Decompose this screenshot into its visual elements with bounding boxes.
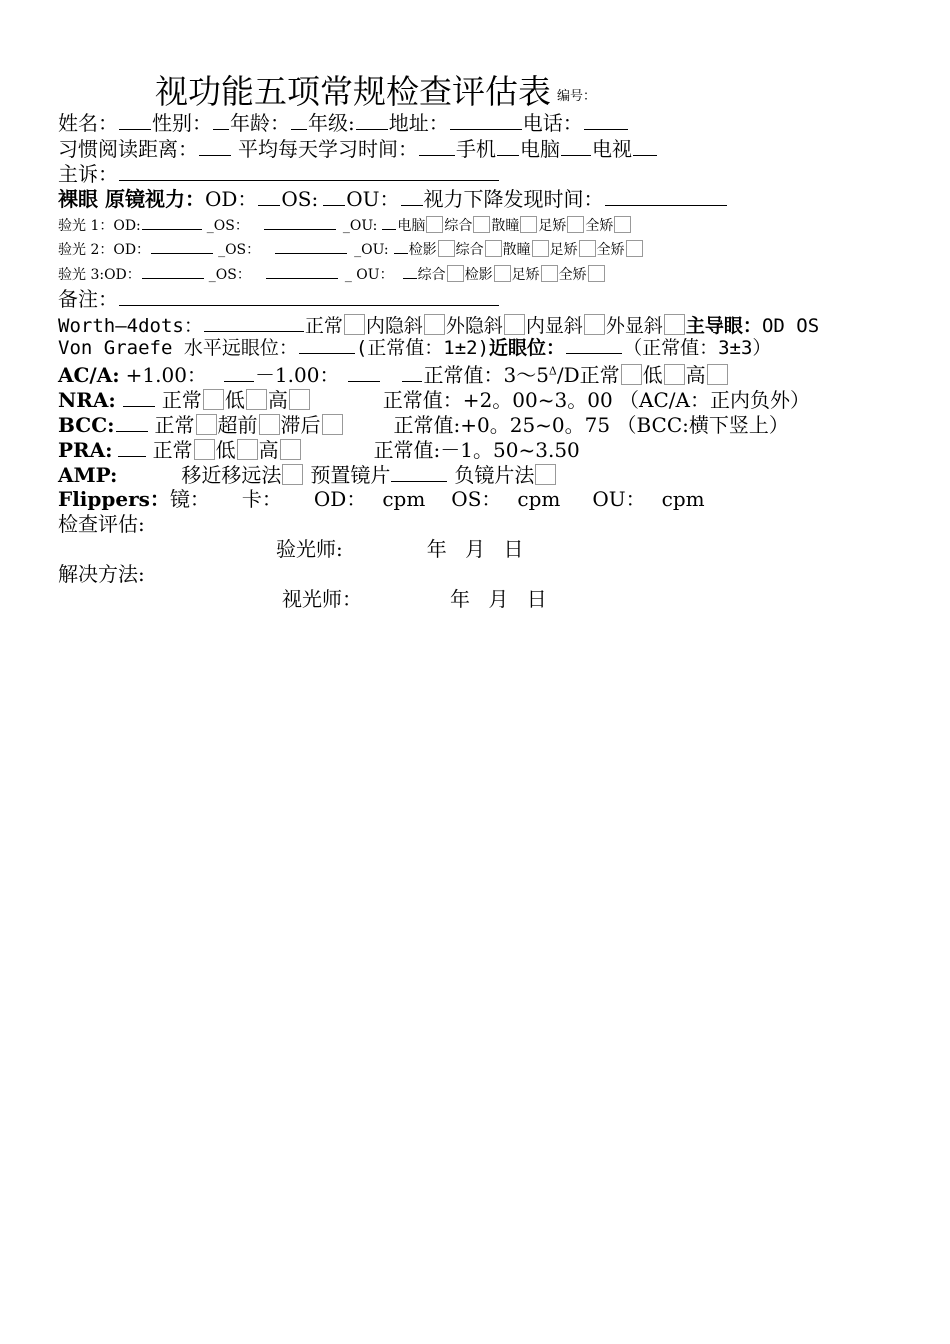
checkbox[interactable] bbox=[473, 216, 490, 233]
gender-label: 性别： bbox=[152, 111, 212, 135]
nra-row bbox=[58, 389, 810, 410]
checkbox[interactable] bbox=[535, 464, 556, 485]
phone-field[interactable] bbox=[584, 128, 628, 130]
option-label: 内显斜 bbox=[525, 315, 583, 337]
pra-row bbox=[58, 439, 580, 460]
checkbox[interactable] bbox=[567, 216, 584, 233]
evaluation-label: 检查评估: bbox=[58, 512, 145, 536]
refraction-1-ou-field[interactable] bbox=[382, 228, 396, 230]
checkbox[interactable] bbox=[707, 364, 728, 385]
dominant-eye-label: 主导眼： bbox=[685, 315, 762, 337]
gender-field[interactable] bbox=[213, 128, 229, 130]
refraction-3-os-field[interactable] bbox=[266, 277, 338, 279]
notes-label: 备注： bbox=[58, 287, 118, 311]
refraction-2-row bbox=[58, 240, 644, 257]
flippers-os-label: OS： bbox=[451, 487, 502, 511]
flippers-lens-label: 镜： bbox=[169, 487, 210, 511]
reading-distance-field[interactable] bbox=[199, 154, 231, 156]
mobile-label: 手机 bbox=[456, 137, 496, 161]
notes-field[interactable] bbox=[119, 304, 499, 306]
checkbox[interactable] bbox=[664, 314, 685, 335]
worth-row bbox=[58, 314, 819, 336]
od-label: OD： bbox=[204, 187, 258, 211]
refraction-2-label: 验光 2：OD： bbox=[58, 242, 151, 258]
tv-field[interactable] bbox=[633, 154, 657, 156]
grade-field[interactable] bbox=[356, 128, 388, 130]
pra-normal-text: 正常值:－1。50~3.50 bbox=[373, 438, 580, 462]
flippers-card-label: 卡： bbox=[241, 487, 282, 511]
pra-field[interactable] bbox=[118, 455, 146, 457]
checkbox[interactable] bbox=[664, 364, 685, 385]
refraction-1-row bbox=[58, 216, 632, 233]
option-label: 高 bbox=[267, 388, 288, 412]
checkbox[interactable] bbox=[344, 314, 365, 335]
checkbox[interactable] bbox=[541, 265, 558, 282]
aca-minus-field[interactable] bbox=[348, 380, 380, 382]
option-label: 高 bbox=[258, 438, 279, 462]
checkbox[interactable] bbox=[532, 240, 549, 257]
option-label: 内隐斜 bbox=[365, 315, 423, 337]
option-label: 综合 bbox=[455, 242, 484, 258]
checkbox[interactable] bbox=[424, 314, 445, 335]
refraction-2-ou-field[interactable] bbox=[394, 252, 408, 254]
option-label: 全矫 bbox=[596, 242, 625, 258]
option-label: 外显斜 bbox=[605, 315, 663, 337]
aca-plus-field[interactable] bbox=[224, 380, 254, 382]
refraction-2-od-field[interactable] bbox=[151, 252, 213, 254]
computer-field[interactable] bbox=[561, 154, 591, 156]
checkbox[interactable] bbox=[237, 439, 258, 460]
option-label: 电脑 bbox=[397, 218, 426, 234]
amp-method-3: 负镜片法 bbox=[454, 463, 535, 487]
option-label: 正常 bbox=[304, 315, 343, 337]
age-field[interactable] bbox=[291, 128, 307, 130]
optometrist-label: 验光师: bbox=[276, 537, 343, 561]
flippers-unit: cpm bbox=[517, 487, 561, 511]
solution-date: 年 月 日 bbox=[450, 587, 547, 611]
dominant-eye-value: OD OS bbox=[761, 315, 820, 337]
complaint-row bbox=[58, 164, 500, 184]
option-label: 低 bbox=[215, 438, 236, 462]
flippers-unit: cpm bbox=[382, 487, 426, 511]
refraction-3-os-label: _OS： bbox=[208, 267, 251, 283]
option-label: 检影 bbox=[408, 242, 437, 258]
checkbox[interactable] bbox=[426, 216, 443, 233]
checkbox[interactable] bbox=[438, 240, 455, 257]
bcc-row bbox=[58, 414, 789, 435]
checkbox[interactable] bbox=[203, 389, 224, 410]
amp-label: AMP: bbox=[58, 463, 118, 487]
grade-label: 年级: bbox=[308, 111, 355, 135]
option-label: 正常 bbox=[154, 413, 195, 437]
amp-row bbox=[58, 464, 557, 485]
checkbox[interactable] bbox=[196, 414, 217, 435]
checkbox[interactable] bbox=[282, 464, 303, 485]
vongraefe-far-field[interactable] bbox=[299, 352, 355, 354]
checkbox[interactable] bbox=[280, 439, 301, 460]
checkbox[interactable] bbox=[584, 314, 605, 335]
name-field[interactable] bbox=[119, 128, 151, 130]
worth-label: Worth—4dots： bbox=[58, 315, 203, 337]
flippers-ou-label: OU： bbox=[592, 487, 646, 511]
aca-result-field[interactable] bbox=[402, 380, 422, 382]
checkbox[interactable] bbox=[626, 240, 643, 257]
amp-method-2: 预置镜片 bbox=[310, 463, 391, 487]
flippers-od-label: OD： bbox=[313, 487, 367, 511]
aca-label: AC/A: bbox=[58, 363, 120, 387]
refraction-3-od-field[interactable] bbox=[142, 277, 204, 279]
checkbox[interactable] bbox=[621, 364, 642, 385]
aca-row bbox=[58, 364, 729, 385]
option-label: 低 bbox=[224, 388, 245, 412]
aca-minus-label: －1.00： bbox=[254, 363, 340, 387]
notes-row bbox=[58, 289, 500, 309]
option-label: 正常 bbox=[579, 363, 620, 387]
bcc-field[interactable] bbox=[116, 430, 148, 432]
option-label: 综合 bbox=[444, 218, 473, 234]
checkbox[interactable] bbox=[194, 439, 215, 460]
option-label: 足矫 bbox=[511, 267, 540, 283]
refraction-2-ou-label: _OU: bbox=[354, 242, 389, 258]
vongraefe-near-field[interactable] bbox=[566, 352, 622, 354]
refraction-2-os-field[interactable] bbox=[275, 252, 347, 254]
option-label: 外隐斜 bbox=[445, 315, 503, 337]
nra-label: NRA: bbox=[58, 388, 116, 412]
age-label: 年龄： bbox=[230, 111, 290, 135]
option-label: 超前 bbox=[217, 413, 258, 437]
refraction-2-os-label: _OS： bbox=[218, 242, 261, 258]
vongraefe-near-normal: （正常值：3±3） bbox=[623, 337, 772, 359]
decline-time-label: 视力下降发现时间： bbox=[423, 187, 604, 211]
solution-signature-row bbox=[282, 589, 547, 609]
solution-label: 解决方法: bbox=[58, 562, 145, 586]
os-label: OS: bbox=[281, 187, 319, 211]
complaint-field[interactable] bbox=[119, 179, 499, 181]
mobile-field[interactable] bbox=[497, 154, 519, 156]
tv-label: 电视 bbox=[592, 137, 632, 161]
reading-distance-label: 习惯阅读距离： bbox=[58, 137, 198, 161]
form-title-text: 视功能五项常规检查评估表 bbox=[155, 72, 551, 111]
checkbox[interactable] bbox=[520, 216, 537, 233]
address-label: 地址： bbox=[388, 111, 449, 135]
phone-label: 电话： bbox=[522, 111, 583, 135]
checkbox[interactable] bbox=[322, 414, 343, 435]
option-label: 足矫 bbox=[538, 218, 567, 234]
evaluation-signature-row bbox=[276, 539, 523, 559]
form-title bbox=[155, 66, 596, 113]
option-label: 高 bbox=[685, 363, 706, 387]
od-field[interactable] bbox=[258, 204, 280, 206]
option-label: 足矫 bbox=[549, 242, 578, 258]
optician-label: 视光师： bbox=[282, 587, 362, 611]
aca-plus-label: +1.00： bbox=[125, 363, 207, 387]
option-label: 正常 bbox=[161, 388, 202, 412]
patient-info-row bbox=[58, 113, 629, 133]
habits-row bbox=[58, 139, 658, 159]
checkbox[interactable] bbox=[485, 240, 502, 257]
bcc-label: BCC: bbox=[58, 413, 115, 437]
address-field[interactable] bbox=[450, 128, 522, 130]
evaluation-date: 年 月 日 bbox=[426, 537, 524, 561]
vongraefe-label: Von Graefe 水平远眼位： bbox=[58, 337, 298, 359]
refraction-3-label: 验光 3:OD： bbox=[58, 267, 141, 283]
nra-normal-text: 正常值：+2。00~3。00 （AC/A：正内负外） bbox=[382, 388, 810, 412]
refraction-3-ou-field[interactable] bbox=[403, 277, 417, 279]
checkbox[interactable] bbox=[289, 389, 310, 410]
option-label: 正常 bbox=[152, 438, 193, 462]
flippers-label: Flippers： bbox=[58, 487, 170, 511]
checkbox[interactable] bbox=[614, 216, 631, 233]
naked-vision-label: 裸眼 原镜视力： bbox=[58, 187, 205, 211]
checkbox[interactable] bbox=[259, 414, 280, 435]
ou-label: OU： bbox=[346, 187, 400, 211]
option-label: 综合 bbox=[417, 267, 446, 283]
complaint-label: 主诉： bbox=[58, 162, 118, 186]
vision-row bbox=[58, 189, 728, 209]
option-label: 检影 bbox=[464, 267, 493, 283]
computer-label: 电脑 bbox=[520, 137, 560, 161]
pra-label: PRA: bbox=[58, 438, 113, 462]
checkbox[interactable] bbox=[494, 265, 511, 282]
flippers-unit: cpm bbox=[661, 487, 705, 511]
refraction-1-os-field[interactable] bbox=[264, 228, 336, 230]
study-time-field[interactable] bbox=[419, 154, 455, 156]
vongraefe-far-normal: (正常值：1±2) bbox=[355, 337, 490, 359]
option-label: 全矫 bbox=[585, 218, 614, 234]
aca-normal-unit: /D bbox=[556, 363, 580, 387]
amp-preset-field[interactable] bbox=[391, 480, 447, 482]
os-field[interactable] bbox=[323, 204, 345, 206]
ou-field[interactable] bbox=[401, 204, 423, 206]
refraction-1-od-field[interactable] bbox=[142, 228, 202, 230]
worth-field[interactable] bbox=[204, 330, 304, 332]
refraction-1-os-label: _OS： bbox=[206, 218, 249, 234]
option-label: 滞后 bbox=[280, 413, 321, 437]
name-label: 姓名： bbox=[58, 111, 118, 135]
refraction-3-row bbox=[58, 265, 606, 282]
option-label: 低 bbox=[642, 363, 663, 387]
option-label: 散瞳 bbox=[491, 218, 520, 234]
checkbox[interactable] bbox=[246, 389, 267, 410]
checkbox[interactable] bbox=[447, 265, 464, 282]
flippers-row bbox=[58, 489, 705, 509]
aca-normal-text: 正常值：3～5 bbox=[423, 363, 549, 387]
checkbox[interactable] bbox=[588, 265, 605, 282]
nra-field[interactable] bbox=[123, 405, 155, 407]
checkbox[interactable] bbox=[504, 314, 525, 335]
aca-normal-sup: Δ bbox=[548, 364, 557, 378]
option-label: 全矫 bbox=[558, 267, 587, 283]
refraction-3-ou-label: _ OU： bbox=[344, 267, 394, 283]
vongraefe-row bbox=[58, 339, 771, 358]
serial-number-label: 编号： bbox=[557, 88, 597, 104]
checkbox[interactable] bbox=[579, 240, 596, 257]
amp-method-1: 移近移远法 bbox=[181, 463, 282, 487]
bcc-normal-text: 正常值:+0。25~0。75 （BCC:横下竖上） bbox=[393, 413, 789, 437]
vongraefe-near-label: 近眼位： bbox=[489, 337, 566, 359]
study-time-label: 平均每天学习时间： bbox=[238, 137, 418, 161]
decline-time-field[interactable] bbox=[605, 204, 727, 206]
refraction-1-label: 验光 1：OD: bbox=[58, 218, 141, 234]
option-label: 散瞳 bbox=[502, 242, 531, 258]
refraction-1-ou-label: _OU: bbox=[342, 218, 378, 234]
